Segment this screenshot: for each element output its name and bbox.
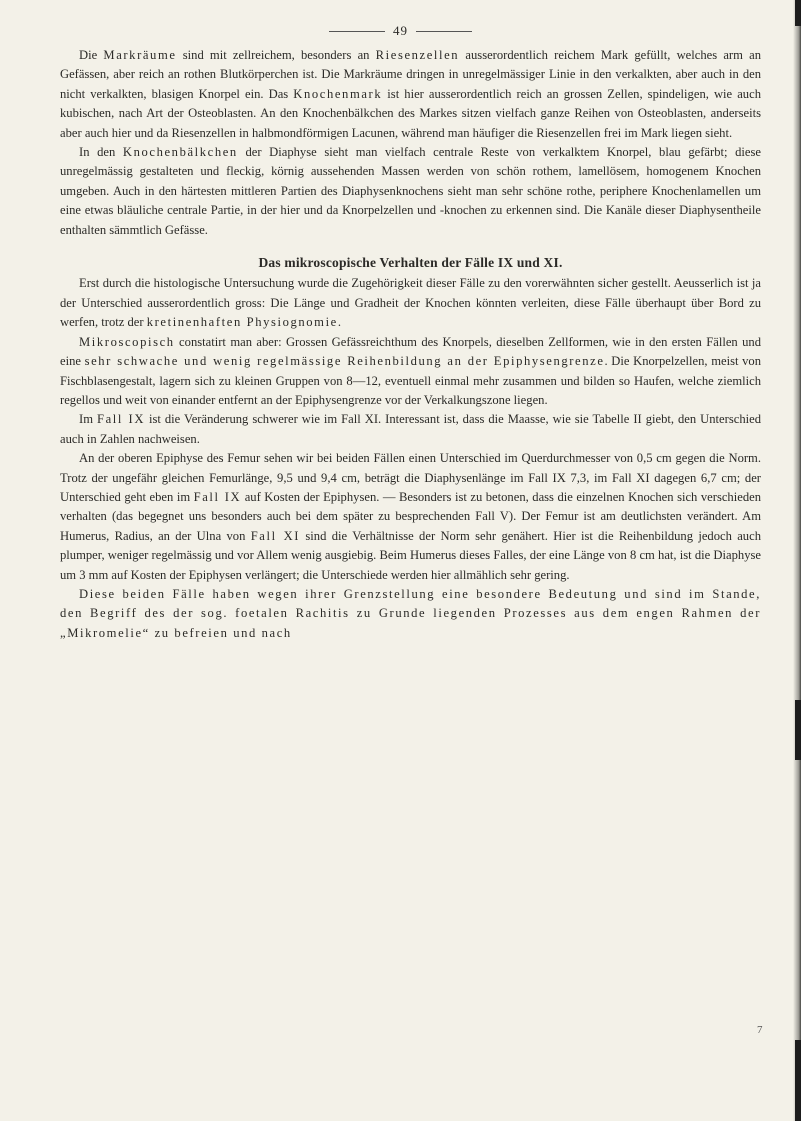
- text-run: Im: [79, 412, 97, 427]
- spaced-emphasis: Knochenbälkchen: [122, 145, 238, 160]
- text-run: constatirt man aber: Grossen Gefässreichthum des Knorpels, dieselben Zellformen, wie in den ersten Fällen und eine: [60, 334, 761, 369]
- section-heading: Das mikroscopische Verhalten der Fälle IX und XI.: [258, 255, 563, 271]
- text-run: In den: [79, 145, 123, 160]
- text-run: sind die Verhältnisse der Norm sehr genähert. Hier ist die Reihenbildung jedoch auch plumper, weniger regelmässig und vor Allem wenig ausgiebig. Beim Humerus dieses Falles, der eine Länge von 8 cm hat, ist die Diaphyse um 3 mm auf Kosten der Epiphysen verlängert; die Unterschiede werden hier allmählich sehr gering.: [60, 528, 761, 582]
- text-run: ist die Veränderung schwerer wie im Fall XI. Interessant ist, dass die Maasse, wie sie Tabelle II giebt, den Unterschied auch in Zahlen nachweisen.: [60, 412, 762, 446]
- body-text: [60, 46, 761, 643]
- paragraph: [60, 333, 761, 411]
- paragraph: [60, 410, 761, 449]
- text-run: Die: [79, 48, 104, 62]
- text-run: sind mit zellreichem, besonders an: [176, 48, 376, 62]
- spaced-emphasis: Mikroscopisch: [79, 334, 175, 349]
- spaced-emphasis: kretinenhaften Physiognomie: [146, 315, 338, 330]
- text-run: .: [337, 315, 342, 330]
- spaced-emphasis: sehr schwache und wenig regelmässige Reihenbildung an der Epiphysengrenze: [84, 354, 605, 369]
- page-edge-mark: [795, 1040, 801, 1121]
- paragraph: [60, 46, 761, 143]
- header-rule-right: [416, 31, 472, 32]
- spaced-emphasis: Knochenmark: [293, 86, 383, 101]
- text-run: ist hier ausserordentlich reich an grossen Zellen, spindeligen, wie auch kubischen, nach Art der Osteoblasten. An den Knochenbälkchen des Markes sitzen vielfach ganze Reihen von Osteoblasten, anderseits aber auch hier und da Riesenzellen in halbmondförmigen Lacunen, während man häufiger die Riesenzellen frei im Mark liegen sieht.: [60, 86, 761, 140]
- page-header: [0, 23, 801, 39]
- text-run: auf Kosten der Epiphysen. — Besonders ist zu betonen, dass die einzelnen Knochen sich verschieden verhalten (das begegnet uns besonders auch bei dem später zu besprechenden Fall V). Der Femur ist am deutlichsten verändert. Am Humerus, Radius, an der Ulna von: [60, 489, 762, 543]
- header-rule-left: [329, 31, 385, 32]
- text-run: ausserordentlich reichem Mark gefüllt, welches arm an Gefässen, aber reich an rothen Blutkörperchen ist. Die Markräume dringen in unregelmässiger Linie in den verkalkten, aber auch in den nicht verkalkten, blasigen Knorpel ein. Das: [60, 48, 761, 101]
- paragraph: [60, 449, 761, 585]
- text-run: der Diaphyse sieht man vielfach centrale Reste von verkalktem Knorpel, blau gefärbt; diese unregelmässig gestalteten und fleckig, körnig aussehenden Massen werden von schön rothem, lamellösem, homogenem Knochen umgeben. Auch in den härtesten mittleren Partien des Diaphysenknochens sieht man sehr schöne rothe, periphere Knochenlamellen um eine etwas bläuliche centrale Partie, in der hier und da Knorpelzellen und -knochen zu erkennen sind. Die Kanäle dieser Diaphysentheile enthalten sämmtlich Gefässe.: [60, 145, 761, 237]
- paragraph: [60, 143, 761, 240]
- spaced-emphasis: Fall IX: [193, 489, 242, 504]
- page-edge-shadow: [793, 0, 801, 1121]
- spaced-emphasis: Fall IX: [96, 412, 146, 427]
- spaced-emphasis: Riesenzellen: [375, 48, 460, 62]
- page-edge-mark: [795, 700, 801, 760]
- spaced-emphasis: Diese beiden Fälle haben wegen ihrer Grenzstellung eine besondere Bedeutung und sind im Stande, den Begriff des der sog. foetalen Rachitis zu Grunde liegenden Prozesses aus dem engen Rahmen der „Mikromelie“ zu befreien und nach: [60, 586, 761, 640]
- text-run: Erst durch die histologische Untersuchung wurde die Zugehörigkeit dieser Fälle zu den vorerwähnten sicher gestellt. Aeusserlich ist ja der Unterschied ausserordentlich gross: Die Länge und Gradheit der Knochen könnten verleiten, diese Fälle überhaupt über Bord zu werfen, trotz der: [60, 276, 761, 330]
- spaced-emphasis: Markräume: [103, 48, 177, 62]
- page-number: 49: [393, 23, 408, 38]
- signature-mark: 7: [757, 1024, 763, 1036]
- text-run: . Die Knorpelzellen, meist von Fischblasengestalt, lagern sich zu kleinen Gruppen von 8—12, eventuell einmal mehr zusammen und bilden so Haufen, welche ziemlich regellos und weit von einander entfernt an der Epiphysengrenze vor der Verkalkungszone liegen.: [60, 354, 761, 407]
- paragraph: [60, 585, 761, 643]
- text-run: An der oberen Epiphyse des Femur sehen wir bei beiden Fällen einen Unterschied im Querdurchmesser von 0,5 cm gegen die Norm. Trotz der ungefähr gleichen Femurlänge, 9,5 und 9,4 cm, beträgt die Diaphysenlänge im Fall IX 7,3, im Fall XI dagegen 6,7 cm; der Unterschied geht eben im: [60, 451, 761, 504]
- spaced-emphasis: Fall XI: [250, 528, 301, 543]
- paragraph: [60, 274, 761, 332]
